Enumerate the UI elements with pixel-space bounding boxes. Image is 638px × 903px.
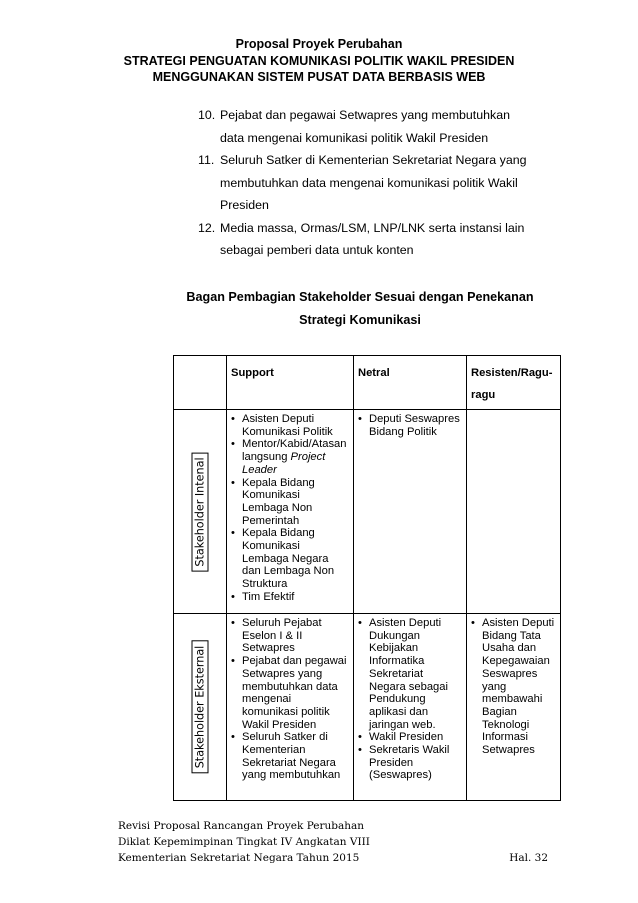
col-header-netral: Netral — [354, 356, 467, 410]
list-item-line: Pejabat dan pegawai Setwapres yang membutuhkan — [220, 108, 510, 122]
list-item — [198, 217, 546, 262]
page-number: Hal. 32 — [509, 852, 548, 864]
table-row — [174, 410, 561, 614]
row-label-internal: Stakeholder Intenal — [192, 452, 209, 571]
list-item-number: 11. — [198, 153, 215, 167]
footer-line-2: Diklat Kepemimpinan Tingkat IV Angkatan VIII — [118, 836, 370, 848]
cell-external-support — [227, 614, 354, 801]
list-item: • Asisten Deputi Komunikasi Politik — [231, 413, 349, 438]
list-item: • Asisten Deputi Bidang Tata Usaha dan Kepegawaian Seswapres yang membawahi Bagian Teknologi Informasi Setwapres — [471, 617, 556, 757]
section-title-line-2: Strategi Komunikasi — [299, 313, 421, 327]
footer-line-1: Revisi Proposal Rancangan Proyek Perubahan — [118, 820, 365, 832]
section-title-line-1: Bagan Pembagian Stakeholder Sesuai dengan Penekanan — [186, 290, 534, 304]
row-header-internal — [174, 410, 227, 614]
list-item: • Kepala Bidang Komunikasi Lembaga Non Pemerintah — [231, 477, 349, 528]
list-item: • Asisten Deputi Dukungan Kebijakan Informatika Sekretariat Negara sebagai Pendukung aplikasi dan jaringan web. — [358, 617, 462, 731]
table-header-row — [174, 356, 561, 410]
table-row — [174, 614, 561, 801]
list-item: • Seluruh Pejabat Eselon I & II Setwapres — [231, 617, 349, 655]
cell-external-netral — [354, 614, 467, 801]
cell-internal-support — [227, 410, 354, 614]
list-item — [198, 149, 546, 217]
cell-internal-netral — [354, 410, 467, 614]
list-item-number: 12. — [198, 220, 216, 235]
list-item-line: Presiden — [220, 198, 269, 212]
list-item-line: Seluruh Satker di Kementerian Sekretariat Negara yang — [220, 153, 527, 167]
list-item: • Pejabat dan pegawai Setwapres yang membutuhkan data mengenai komunikasi politik Wakil Presiden — [231, 655, 349, 731]
list-item-line: membutuhkan data mengenai komunikasi politik Wakil — [220, 175, 518, 190]
stakeholder-list — [198, 104, 546, 262]
list-item: • Seluruh Satker di Kementerian Sekretariat Negara yang membutuhkan — [231, 731, 349, 782]
row-header-external — [174, 614, 227, 801]
list-item — [231, 438, 349, 476]
header-line-2: STRATEGI PENGUATAN KOMUNIKASI POLITIK WAKIL PRESIDEN — [123, 53, 515, 68]
table-corner-cell — [174, 356, 227, 410]
list-item-text: Mentor/Kabid/Atasan langsung — [242, 438, 347, 464]
col-header-resisten-line-2: ragu — [471, 389, 496, 401]
row-label-external: Stakeholder Eksternal — [192, 641, 209, 774]
cell-internal-resisten — [467, 410, 561, 614]
page-header — [0, 36, 638, 86]
list-item: • Kepala Bidang Komunikasi Lembaga Negara dan Lembaga Non Struktura — [231, 527, 349, 591]
list-item-line: Media massa, Ormas/LSM, LNP/LNK serta instansi lain — [220, 220, 525, 235]
list-item: • Sekretaris Wakil Presiden (Seswapres) — [358, 744, 462, 782]
col-header-resisten-line-1: Resisten/Ragu- — [471, 367, 553, 379]
cell-external-resisten — [467, 614, 561, 801]
list-item-line: data mengenai komunikasi politik Wakil Presiden — [220, 130, 489, 145]
col-header-support: Support — [227, 356, 354, 410]
list-item: • Tim Efektif — [231, 591, 349, 604]
footer-line-3: Kementerian Sekretariat Negara Tahun 2015 — [118, 852, 360, 864]
stakeholder-table — [173, 355, 561, 801]
list-item: • Deputi Seswapres Bidang Politik — [358, 413, 462, 438]
page-footer — [118, 818, 548, 866]
header-line-1: Proposal Proyek Perubahan — [235, 37, 403, 51]
list-item-number: 10. — [198, 108, 216, 122]
col-header-resisten — [467, 356, 561, 410]
header-line-3: MENGGUNAKAN SISTEM PUSAT DATA BERBASIS WEB — [152, 70, 486, 84]
list-item: • Wakil Presiden — [358, 731, 462, 744]
list-item-line: sebagai pemberi data untuk konten — [220, 243, 414, 257]
list-item-italic: Project Leader — [242, 451, 326, 476]
list-item — [198, 104, 546, 149]
